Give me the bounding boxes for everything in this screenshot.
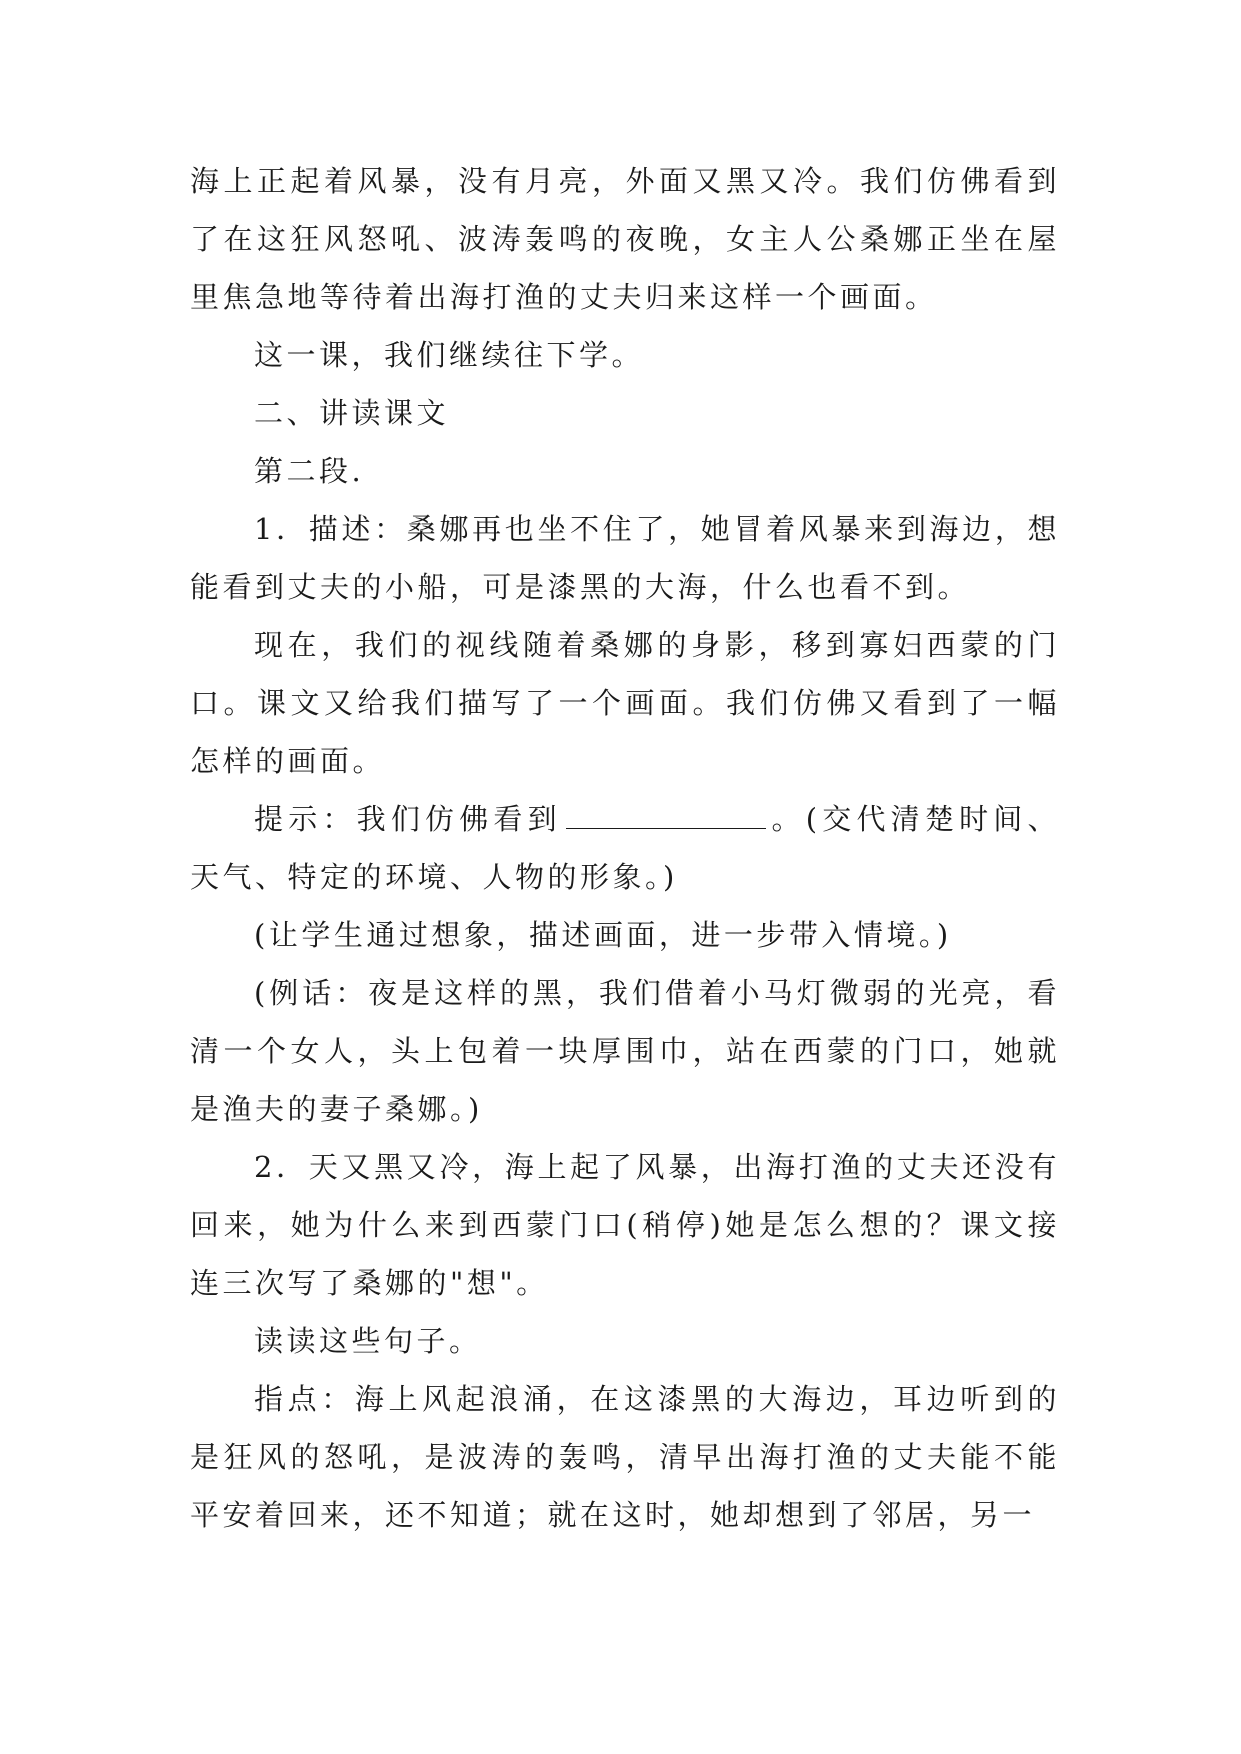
- paragraph-question-2: 2．天又黑又冷，海上起了风暴，出海打渔的丈夫还没有回来，她为什么来到西蒙门口(稍停)她是怎么想的？课文接连三次写了桑娜的"想"。: [190, 1150, 1060, 1300]
- paragraph-prompt: [190, 790, 1060, 906]
- paragraph-teacher-note: (让学生通过想象，描述画面，进一步带入情境。): [254, 918, 952, 952]
- paragraph-transition: 这一课，我们继续往下学。: [254, 338, 645, 372]
- paragraph-scene-shift: 现在，我们的视线随着桑娜的身影，移到寡妇西蒙的门口。课文又给我们描写了一个画面。我们仿佛又看到了一幅怎样的画面。: [190, 628, 1060, 778]
- paragraph-example: (例话：夜是这样的黑，我们借着小马灯微弱的光亮，看清一个女人，头上包着一块厚围巾，站在西蒙的门口，她就是渔夫的妻子桑娜。): [190, 976, 1060, 1126]
- prompt-suffix: 。(交代清楚时间、天气、特定的环境、人物的形象。): [190, 802, 1060, 894]
- prompt-prefix: 提示：我们仿佛看到: [254, 802, 562, 836]
- document-page: [190, 152, 1060, 1544]
- paragraph-guidance: 指点：海上风起浪涌，在这漆黑的大海边，耳边听到的是狂风的怒吼，是波涛的轰鸣，清早出海打渔的丈夫能不能平安着回来，还不知道；就在这时，她却想到了邻居，另一: [190, 1382, 1060, 1532]
- paragraph-description-1: 1．描述：桑娜再也坐不住了，她冒着风暴来到海边，想能看到丈夫的小船，可是漆黑的大海，什么也看不到。: [190, 512, 1060, 604]
- section-heading-lecture: 二、讲读课文: [254, 396, 450, 430]
- subsection-heading-part-two: 第二段.: [254, 454, 365, 488]
- paragraph-read-sentences: 读读这些句子。: [254, 1324, 482, 1358]
- fill-in-blank: [566, 792, 766, 829]
- paragraph-intro-continuation: 海上正起着风暴，没有月亮，外面又黑又冷。我们仿佛看到了在这狂风怒吼、波涛轰鸣的夜晚，女主人公桑娜正坐在屋里焦急地等待着出海打渔的丈夫归来这样一个画面。: [190, 164, 1060, 314]
